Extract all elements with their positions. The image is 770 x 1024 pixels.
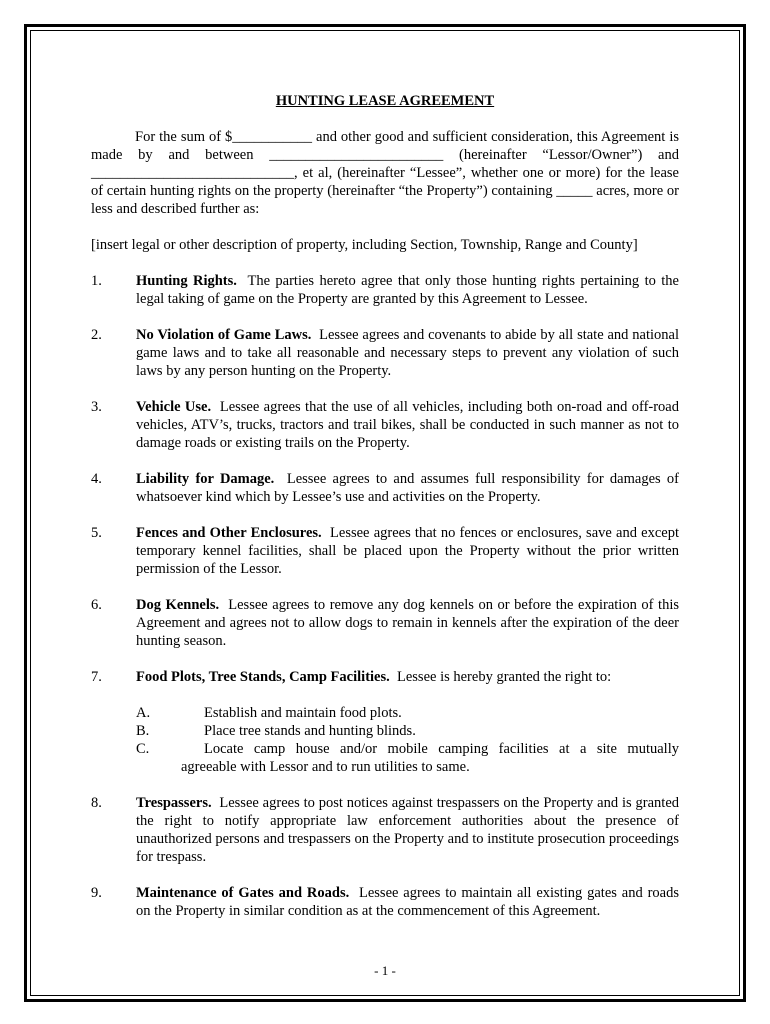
clause-2: [91, 326, 679, 380]
subitem-letter: C.: [136, 741, 150, 757]
clause-text: Lessee agrees to post notices against trespassers on the Property and is granted the right to notify appropriate law enforcement authorities about the presence of unauthorized persons and trespassers on the Property and to institute prosecution proceedings for trespass.: [136, 795, 680, 865]
clause-9: [91, 884, 679, 920]
subitem-b: [136, 722, 679, 740]
clause-number: 9.: [91, 885, 102, 901]
clause-heading: Vehicle Use.: [136, 399, 212, 415]
property-description-placeholder: [insert legal or other description of property, including Section, Township, Range and County]: [91, 237, 638, 253]
clause-number: 6.: [91, 597, 102, 613]
clause-1: [91, 272, 679, 308]
clause-text: Lessee agrees and covenants to abide by all state and national game laws and to take all reasonable and necessary steps to prevent any violation of such laws by any person hunting on the Property.: [136, 327, 680, 379]
page-number: - 1 -: [374, 963, 396, 978]
document-title: HUNTING LEASE AGREEMENT: [275, 93, 495, 109]
clause-8: [91, 794, 679, 866]
clause-number: 7.: [91, 669, 102, 685]
clause-text: Lessee agrees to and assumes full responsibility for damages of whatsoever kind which by Lessee’s use and activities on the Property.: [136, 471, 679, 505]
document-body: [91, 92, 679, 938]
clause-heading: Fences and Other Enclosures.: [136, 525, 322, 541]
clause-3: [91, 398, 679, 452]
clause-heading: Liability for Damage.: [136, 471, 275, 487]
subitem-text: Establish and maintain food plots.: [204, 705, 402, 721]
clause-7-sublist: [136, 704, 679, 776]
clause-6: [91, 596, 679, 650]
clause-heading: Hunting Rights.: [136, 273, 237, 289]
clause-heading: Dog Kennels.: [136, 597, 220, 613]
clause-heading: Trespassers.: [136, 795, 212, 811]
subitem-letter: A.: [136, 705, 151, 721]
clause-text: Lessee is hereby granted the right to:: [397, 669, 612, 685]
clause-text: Lessee agrees to maintain all existing gates and roads on the Property in similar condition as at the commencement of this Agreement.: [136, 885, 679, 919]
subitem-text-line2: agreeable with Lessor and to run utilities to same.: [181, 759, 470, 775]
subitem-a: [136, 704, 679, 722]
subitem-letter: B.: [136, 723, 150, 739]
clause-text: Lessee agrees that no fences or enclosures, save and except temporary kennel facilities, shall be placed upon the Property without the prior written permission of the Lessor.: [136, 525, 679, 577]
clause-text: Lessee agrees to remove any dog kennels on or before the expiration of this Agreement and agrees not to allow dogs to remain in kennels after the expiration of the deer hunting season.: [136, 597, 680, 649]
intro-paragraph: For the sum of $___________ and other good and sufficient consideration, this Agreement is made by and between ________________________ (hereinafter “Lessor/Owner”) and ____________________________, et al, (hereinafter “Lessee”, whether one or more) for the lease of certain hunting rights on the property (hereinafter “the Property”) containing _____ acres, more or less and described further as:: [91, 129, 679, 217]
subitem-text-line1: Locate camp house and/or mobile camping facilities at a site mutually: [204, 741, 679, 757]
clause-7: [91, 668, 679, 776]
subitem-text: Place tree stands and hunting blinds.: [204, 723, 416, 739]
clause-4: [91, 470, 679, 506]
clause-text: Lessee agrees that the use of all vehicles, including both on-road and off-road vehicles, ATV’s, trucks, tractors and trail bikes, shall be conducted in such manner as not to damage roads or existing trails on the Property.: [136, 399, 679, 451]
clause-5: [91, 524, 679, 578]
clause-heading: Food Plots, Tree Stands, Camp Facilities.: [136, 669, 390, 685]
clause-number: 5.: [91, 525, 102, 541]
clause-number: 8.: [91, 795, 102, 811]
clause-heading: Maintenance of Gates and Roads.: [136, 885, 350, 901]
clause-heading: No Violation of Game Laws.: [136, 327, 312, 343]
clause-text: The parties hereto agree that only those hunting rights pertaining to the legal taking of game on the Property are granted by this Agreement to Lessee.: [136, 273, 679, 307]
clause-number: 2.: [91, 327, 102, 343]
clause-number: 3.: [91, 399, 102, 415]
clause-number: 1.: [91, 273, 102, 289]
clause-number: 4.: [91, 471, 102, 487]
subitem-c: [136, 740, 679, 776]
